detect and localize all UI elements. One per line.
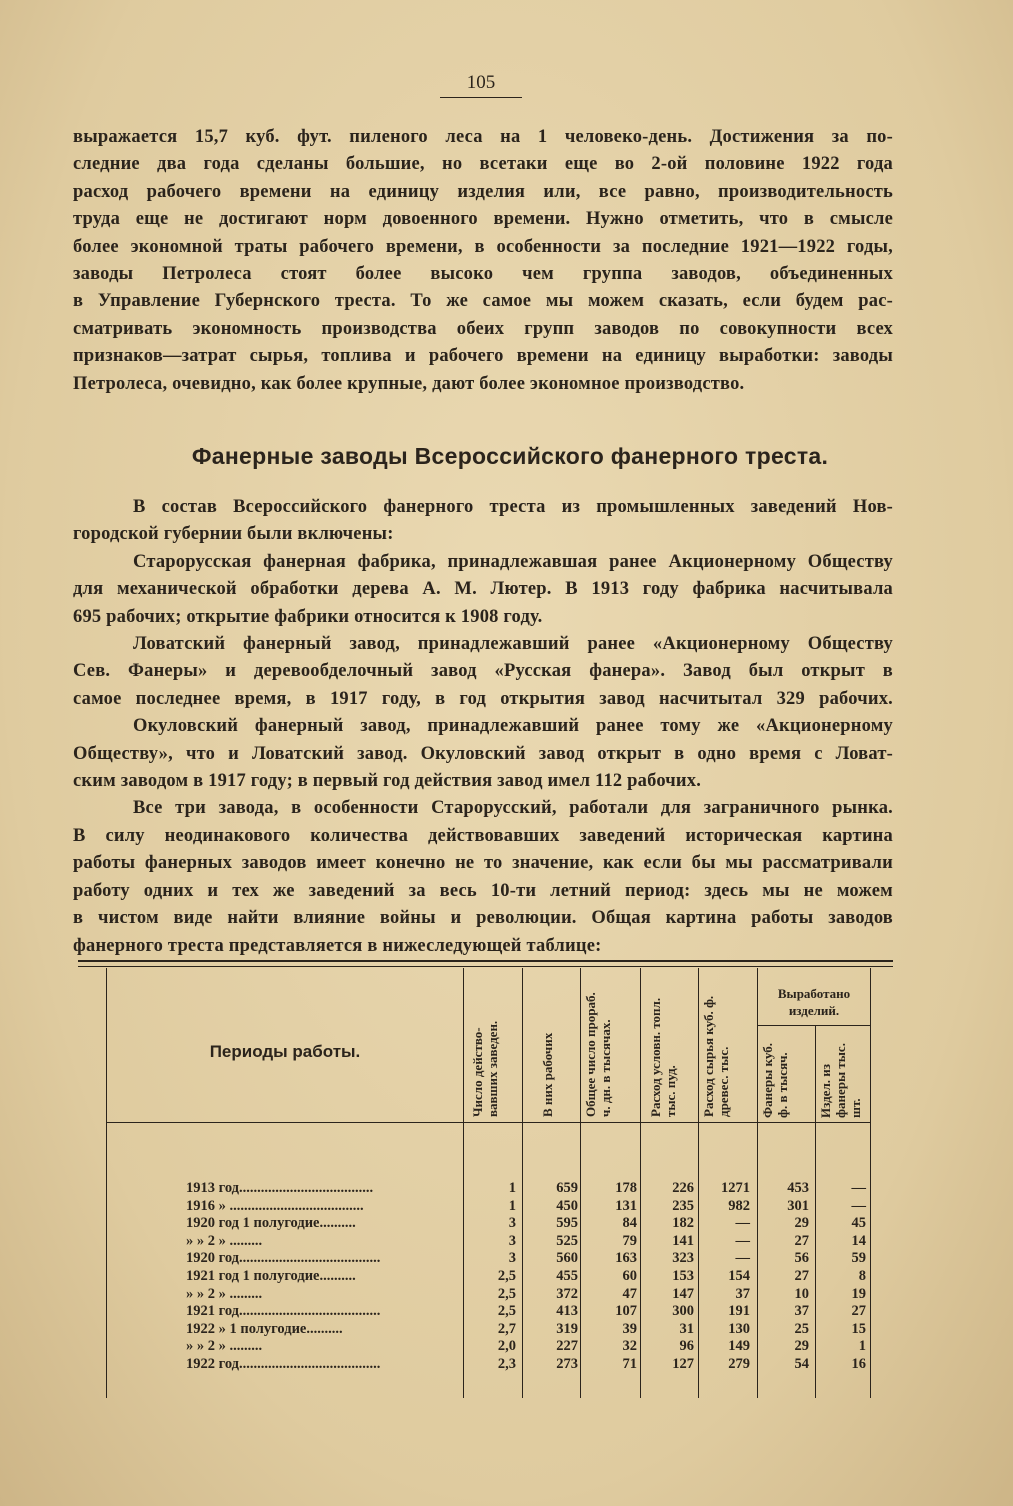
body-line: Окуловский фанерный завод, принадлежавший ранее тому же «Акционерному (133, 716, 893, 737)
table-cell: 453 (787, 1180, 809, 1196)
body-line: Обществу», что и Ловатский завод. Окуловский завод открыт в одно время с Ловат- (73, 743, 893, 764)
row-period-label: 1920 год....................................... (186, 1250, 381, 1267)
table-cell: 1 (508, 1180, 516, 1196)
table-row (0, 1250, 1013, 1267)
body-line: городской губернии были включены: (73, 524, 394, 545)
periods-header: Периоды работы. (209, 1042, 361, 1061)
table-cell: 84 (622, 1215, 637, 1232)
table-cell: 8 (858, 1268, 866, 1284)
table-cell: — (851, 1180, 866, 1196)
row-period-label: » » 2 » ......... (186, 1338, 263, 1355)
table-cell: 141 (672, 1232, 694, 1249)
table-cell: 10 (794, 1285, 809, 1302)
col-header: Расход сырья куб. ф. древес. тыс. (701, 995, 731, 1117)
table-cell: — (735, 1215, 750, 1232)
table-cell: — (735, 1250, 750, 1267)
col-header: Издел. из фанеры тыс. шт. (818, 1043, 863, 1118)
table-cell: 2,5 (497, 1268, 516, 1284)
table-cell: 154 (728, 1268, 750, 1284)
table-cell: 372 (556, 1285, 578, 1302)
group-header-rule (758, 1025, 870, 1026)
table-cell: 29 (794, 1338, 809, 1355)
table-cell: 130 (728, 1320, 750, 1337)
table-cell: 413 (556, 1303, 578, 1320)
intro-line: сматривать экономность производства обеих групп заводов по совокупности всех (73, 318, 893, 339)
table-cell: 273 (556, 1356, 578, 1372)
table-cell: 319 (556, 1320, 578, 1337)
table-cell: — (735, 1232, 750, 1249)
table-cell: 3 (508, 1232, 516, 1249)
body-line: Сев. Фанеры» и деревообделочный завод «Русская фанера». Завод был открыт в (73, 661, 893, 682)
table-row (0, 1233, 1013, 1250)
table-cell: 54 (794, 1356, 809, 1372)
table-top-rule-thin (78, 966, 893, 967)
table-cell: 27 (794, 1268, 809, 1284)
intro-line: заводы Петролеса стоят более высоко чем группа заводов, объединенных (73, 264, 893, 285)
table-cell: 96 (679, 1338, 694, 1355)
table-cell: 31 (679, 1320, 694, 1337)
intro-line: расход рабочего времени на единицу изделия или, все равно, производительность (73, 181, 893, 202)
body-paragraphs (73, 494, 893, 960)
table-cell: 2,7 (497, 1320, 516, 1337)
intro-line: более экономной траты рабочего времени, в особенности за последние 1921—1922 годы, (73, 236, 893, 257)
table-cell: 982 (728, 1197, 750, 1214)
col-header: Фанеры куб. ф. в тысяч. (760, 1043, 790, 1118)
table-cell: 226 (672, 1180, 694, 1196)
page-number: 105 (466, 72, 496, 93)
table-cell: 37 (794, 1303, 809, 1320)
table-cell: 163 (615, 1250, 637, 1267)
table-cell: 2,5 (497, 1303, 516, 1320)
table-cell: 659 (556, 1180, 578, 1196)
table-cell: 191 (728, 1303, 750, 1320)
body-line: В силу неодинакового количества действовавших заведений историческая картина (73, 825, 893, 846)
intro-line: в Управление Губернского треста. То же самое мы можем сказать, если будем рас- (73, 291, 893, 312)
table-cell: 455 (556, 1268, 578, 1284)
col-header: Общее число прораб. ч. дн. в тысячах. (583, 992, 613, 1117)
row-period-label: 1921 год 1 полугодие.......... (186, 1268, 356, 1284)
body-line: ским заводом в 1917 году; в первый год действия завод имел 112 рабочих. (73, 771, 702, 792)
body-line: Старорусская фанерная фабрика, принадлежавшая ранее Акционерному Обществу (133, 551, 893, 572)
table-cell: 37 (735, 1285, 750, 1302)
table-cell: 71 (622, 1356, 637, 1372)
table-cell: 14 (851, 1232, 866, 1249)
page-number-rule (440, 97, 522, 98)
body-line: Все три завода, в особенности Старорусский, работали для заграничного рынка. (133, 798, 893, 819)
table-row (0, 1356, 1013, 1373)
row-period-label: 1922 год....................................... (186, 1356, 381, 1372)
table-cell: 595 (556, 1215, 578, 1232)
table-cell: 131 (615, 1197, 637, 1214)
table-cell: 56 (794, 1250, 809, 1267)
body-line: Ловатский фанерный завод, принадлежавший ранее «Акционерному Обществу (133, 634, 893, 655)
row-period-label: » » 2 » ......... (186, 1232, 263, 1249)
table-cell: 79 (622, 1232, 637, 1249)
group-header: Выработано изделий. (777, 986, 851, 1018)
table-cell: 3 (508, 1250, 516, 1267)
table-row (0, 1338, 1013, 1355)
table-cell: 27 (794, 1232, 809, 1249)
table-cell: 560 (556, 1250, 578, 1267)
intro-line: Петролеса, очевидно, как более крупные, дают более экономное производство. (73, 373, 745, 394)
intro-line: выражается 15,7 куб. фут. пиленого леса на 1 человеко-день. Достижения за по- (73, 127, 893, 147)
body-line: 695 рабочих; открытие фабрики относится к 1908 году. (73, 606, 543, 627)
table-row (0, 1198, 1013, 1215)
table-cell: — (851, 1197, 866, 1214)
row-period-label: 1916 » ..................................... (186, 1197, 364, 1214)
table-cell: 47 (622, 1285, 637, 1302)
body-line: фанерного треста представляется в нижеследующей таблице: (73, 935, 602, 956)
body-line: В состав Всероссийского фанерного треста из промышленных заведений Нов- (133, 497, 893, 517)
table-cell: 27 (851, 1303, 866, 1320)
table-cell: 182 (672, 1215, 694, 1232)
table-cell: 25 (794, 1320, 809, 1337)
body-line: работы фанерных заводов имеет конечно не то значение, как если бы мы рассматривали (73, 853, 893, 874)
table-cell: 3 (508, 1215, 516, 1232)
table-cell: 178 (615, 1180, 637, 1196)
table-cell: 2,5 (497, 1285, 516, 1302)
table-cell: 300 (672, 1303, 694, 1320)
table-cell: 147 (672, 1285, 694, 1302)
table-row (0, 1321, 1013, 1338)
table-cell: 227 (556, 1338, 578, 1355)
row-period-label: 1922 » 1 полугодие.......... (186, 1320, 343, 1337)
table-row (0, 1286, 1013, 1303)
col-header: Число действо- вавших заведен. (470, 1020, 500, 1117)
table-cell: 29 (794, 1215, 809, 1232)
table-cell: 2,3 (497, 1356, 516, 1372)
row-period-label: » » 2 » ......... (186, 1285, 263, 1302)
body-line: работу одних и тех же заведений за весь 10-ти летний период: здесь мы не можем (73, 880, 893, 901)
table-row (0, 1303, 1013, 1320)
table-cell: 15 (851, 1320, 866, 1337)
table-cell: 39 (622, 1320, 637, 1337)
table-cell: 45 (851, 1215, 866, 1232)
table-cell: 1 (508, 1197, 516, 1214)
table-cell: 149 (728, 1338, 750, 1355)
body-line: самое последнее время, в 1917 году, в год открытия завод насчитытал 329 рабочих. (73, 688, 893, 709)
table-cell: 450 (556, 1197, 578, 1214)
intro-line: труда еще не достигают норм довоенного времени. Нужно отметить, что в смысле (73, 209, 893, 230)
intro-paragraph (73, 124, 893, 398)
row-period-label: 1920 год 1 полугодие.......... (186, 1215, 356, 1232)
table-cell: 153 (672, 1268, 694, 1284)
row-period-label: 1913 год..................................... (186, 1180, 374, 1196)
table-cell: 1 (858, 1338, 866, 1355)
intro-line: признаков—затрат сырья, топлива и рабочего времени на единицу выработки: заводы (73, 346, 893, 367)
table-cell: 127 (672, 1356, 694, 1372)
table-cell: 2,0 (497, 1338, 516, 1355)
table-cell: 60 (622, 1268, 637, 1284)
table-cell: 19 (851, 1285, 866, 1302)
table-cell: 1271 (721, 1180, 750, 1196)
table-cell: 525 (556, 1232, 578, 1249)
row-period-label: 1921 год....................................... (186, 1303, 381, 1320)
table-cell: 59 (851, 1250, 866, 1267)
table-top-rule (78, 960, 893, 962)
table-cell: 323 (672, 1250, 694, 1267)
table-row (0, 1180, 1013, 1197)
intro-line: следние два года сделаны большие, но всетаки еще во 2-ой половине 1922 года (73, 154, 893, 175)
col-header: В них рабочих (540, 1032, 555, 1117)
table-cell: 32 (622, 1338, 637, 1355)
table-row (0, 1215, 1013, 1232)
body-line: для механической обработки дерева А. М. Лютер. В 1913 году фабрика насчитывала (73, 579, 893, 600)
table-row (0, 1268, 1013, 1285)
col-header: Расход условн. топл. тыс. пуд. (648, 997, 678, 1117)
table-cell: 107 (615, 1303, 637, 1320)
table-cell: 235 (672, 1197, 694, 1214)
table-cell: 16 (851, 1356, 866, 1372)
table-cell: 301 (787, 1197, 809, 1214)
body-line: в чистом виде найти влияние войны и революции. Общая картина работы заводов (73, 908, 893, 929)
table-cell: 279 (728, 1356, 750, 1372)
section-heading: Фанерные заводы Всероссийского фанерного треста. (191, 443, 829, 469)
